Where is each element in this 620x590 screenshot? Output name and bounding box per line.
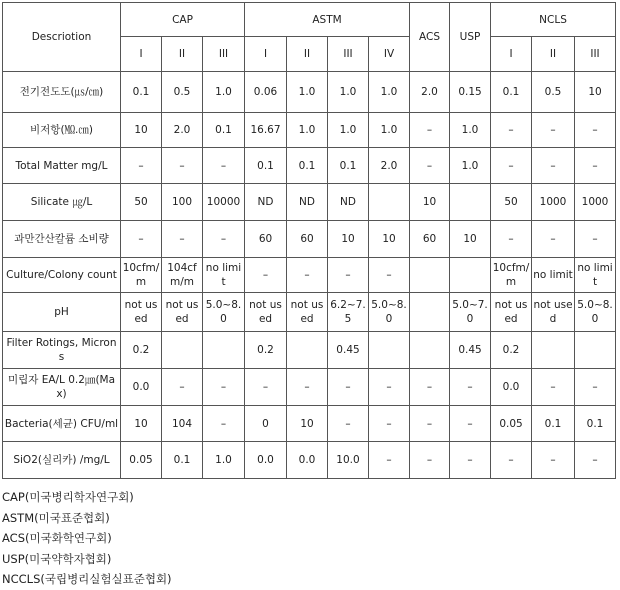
table-cell: 0.2	[121, 332, 162, 369]
table-cell: –	[121, 148, 162, 184]
table-cell: 0.1	[162, 442, 203, 479]
table-cell: 0.45	[328, 332, 369, 369]
table-cell: 0.1	[287, 148, 328, 184]
table-cell	[287, 332, 328, 369]
table-cell: –	[575, 221, 616, 258]
table-cell: –	[203, 148, 245, 184]
table-cell: 6.2~7.5	[328, 293, 369, 332]
table-cell	[162, 332, 203, 369]
table-cell: –	[162, 369, 203, 406]
table-cell: no limit	[203, 258, 245, 293]
table-cell	[203, 332, 245, 369]
table-cell: –	[491, 113, 532, 148]
table-row	[3, 72, 616, 113]
row-label: 미립자 EA/L 0.2㎛(Max)	[3, 369, 121, 406]
table-cell: not used	[491, 293, 532, 332]
table-cell: 10	[369, 221, 410, 258]
table-row	[3, 258, 616, 293]
table-cell: 100	[162, 184, 203, 221]
table-cell: 0.45	[450, 332, 491, 369]
table-cell: 0.05	[491, 406, 532, 442]
table-cell: 1.0	[450, 113, 491, 148]
table-cell: ND	[245, 184, 287, 221]
table-cell: 1.0	[328, 72, 369, 113]
table-cell: 1000	[575, 184, 616, 221]
table-cell: 0.15	[450, 72, 491, 113]
note-cap: CAP(미국병리학자연구회)	[2, 490, 134, 504]
table-cell: 10.0	[328, 442, 369, 479]
table-cell: 10	[575, 72, 616, 113]
table-cell: 0.1	[328, 148, 369, 184]
table-cell: 0.0	[491, 369, 532, 406]
table-cell: –	[532, 113, 575, 148]
table-cell: –	[162, 148, 203, 184]
group-header-acs: ACS	[410, 3, 450, 72]
table-cell: 50	[491, 184, 532, 221]
table-cell: 0.0	[245, 442, 287, 479]
table-cell: –	[203, 221, 245, 258]
table-cell: 60	[410, 221, 450, 258]
table-cell: –	[410, 113, 450, 148]
table-body	[3, 3, 616, 479]
table-cell: –	[410, 148, 450, 184]
row-label: Filter Rotings, Microns	[3, 332, 121, 369]
table-cell: 0.1	[121, 72, 162, 113]
sub-header-astm-2: II	[287, 37, 328, 72]
water-standards-table	[2, 2, 616, 479]
table-row	[3, 113, 616, 148]
table-cell: 0.1	[491, 72, 532, 113]
table-cell	[410, 293, 450, 332]
table-cell: –	[575, 442, 616, 479]
sub-header-cap-3: III	[203, 37, 245, 72]
table-cell	[532, 332, 575, 369]
table-cell	[369, 184, 410, 221]
table-cell: 10	[121, 113, 162, 148]
note-usp: USP(미국약학자협회)	[2, 551, 112, 566]
table-cell: –	[369, 406, 410, 442]
table-cell: –	[575, 148, 616, 184]
sub-header-ncls-2: II	[532, 37, 575, 72]
table-cell: –	[287, 369, 328, 406]
table-cell: not used	[121, 293, 162, 332]
table-cell: 5.0~8.0	[575, 293, 616, 332]
table-cell	[410, 332, 450, 369]
row-label: Bacteria(세균) CFU/ml	[3, 406, 121, 442]
note-nccls: NCCLS(국립병리실험실표준협회)	[2, 572, 172, 586]
table-cell: –	[369, 258, 410, 293]
row-label: Culture/Colony count	[3, 258, 121, 293]
table-cell: –	[491, 148, 532, 184]
table-cell: 2.0	[162, 113, 203, 148]
table-cell	[369, 332, 410, 369]
table-cell: –	[203, 406, 245, 442]
table-cell: 10cfm/m	[121, 258, 162, 293]
table-cell: 5.0~8.0	[369, 293, 410, 332]
table-cell: not used	[162, 293, 203, 332]
table-cell: –	[245, 258, 287, 293]
table-cell: –	[287, 258, 328, 293]
table-cell: no limit	[532, 258, 575, 293]
table-cell: –	[450, 442, 491, 479]
table-cell: –	[532, 369, 575, 406]
row-label: 전기전도도(㎲/㎝)	[3, 72, 121, 113]
table-cell: –	[410, 406, 450, 442]
table-cell: 0.05	[121, 442, 162, 479]
table-cell: 0.06	[245, 72, 287, 113]
group-header-ncls: NCLS	[491, 3, 616, 37]
table-cell: 1.0	[369, 72, 410, 113]
table-cell: –	[203, 369, 245, 406]
table-row	[3, 442, 616, 479]
table-cell: 16.67	[245, 113, 287, 148]
table-cell: 0.0	[121, 369, 162, 406]
group-header-cap: CAP	[121, 3, 245, 37]
table-cell: –	[532, 221, 575, 258]
table-row	[3, 148, 616, 184]
row-label: pH	[3, 293, 121, 332]
table-cell: –	[245, 369, 287, 406]
table-cell: –	[369, 369, 410, 406]
table-cell	[450, 184, 491, 221]
table-cell: 10	[287, 406, 328, 442]
table-cell: –	[121, 221, 162, 258]
sub-header-cap-1: I	[121, 37, 162, 72]
table-cell: –	[575, 113, 616, 148]
table-row	[3, 293, 616, 332]
table-cell: –	[575, 369, 616, 406]
table-cell: 1.0	[369, 113, 410, 148]
table-cell: 0.1	[245, 148, 287, 184]
note-astm: ASTM(미국표준협회)	[2, 510, 110, 525]
table-cell: 1.0	[203, 442, 245, 479]
table-cell: 104	[162, 406, 203, 442]
table-cell: –	[491, 221, 532, 258]
table-cell: no limit	[575, 258, 616, 293]
table-cell	[410, 258, 450, 293]
table-cell: 0.5	[162, 72, 203, 113]
table-cell: ND	[287, 184, 328, 221]
table-cell: –	[328, 258, 369, 293]
table-cell: 10	[410, 184, 450, 221]
table-cell: 0.1	[532, 406, 575, 442]
abbreviation-notes	[2, 487, 172, 590]
sub-header-astm-1: I	[245, 37, 287, 72]
table-cell: 0.5	[532, 72, 575, 113]
table-cell: 5.0~8.0	[203, 293, 245, 332]
table-cell: 1.0	[287, 72, 328, 113]
table-cell: not used	[287, 293, 328, 332]
table-cell: 10000	[203, 184, 245, 221]
sub-header-ncls-1: I	[491, 37, 532, 72]
group-header-usp: USP	[450, 3, 491, 72]
table-cell: 104cfm/m	[162, 258, 203, 293]
row-label: Total Matter mg/L	[3, 148, 121, 184]
table-cell: 50	[121, 184, 162, 221]
table-cell: 1000	[532, 184, 575, 221]
table-cell: 60	[245, 221, 287, 258]
row-label: Silicate ㎍/L	[3, 184, 121, 221]
table-cell: –	[450, 406, 491, 442]
table-row	[3, 406, 616, 442]
table-cell: –	[369, 442, 410, 479]
sub-header-astm-4: IV	[369, 37, 410, 72]
table-cell: 1.0	[328, 113, 369, 148]
table-cell: 5.0~7.0	[450, 293, 491, 332]
table-cell: 0.2	[245, 332, 287, 369]
table-row	[3, 332, 616, 369]
table-row	[3, 369, 616, 406]
table-cell: –	[410, 442, 450, 479]
table-cell: –	[328, 369, 369, 406]
table-cell: 1.0	[203, 72, 245, 113]
group-header-astm: ASTM	[245, 3, 410, 37]
table-cell: 0.1	[575, 406, 616, 442]
table-cell: 2.0	[369, 148, 410, 184]
table-cell: ND	[328, 184, 369, 221]
table-cell	[450, 258, 491, 293]
table-cell: 2.0	[410, 72, 450, 113]
table-cell: –	[532, 442, 575, 479]
table-cell	[575, 332, 616, 369]
sub-header-cap-2: II	[162, 37, 203, 72]
description-header: Descriotion	[3, 3, 121, 72]
row-label: 과만간산칼륨 소비량	[3, 221, 121, 258]
note-acs: ACS(미국화학연구회)	[2, 531, 112, 545]
sub-header-astm-3: III	[328, 37, 369, 72]
table-cell: 1.0	[287, 113, 328, 148]
table-cell: –	[410, 369, 450, 406]
table-cell: 10	[328, 221, 369, 258]
table-cell: –	[491, 442, 532, 479]
table-cell: not used	[245, 293, 287, 332]
table-cell: 0	[245, 406, 287, 442]
table-cell: 10cfm/m	[491, 258, 532, 293]
table-cell: 0.0	[287, 442, 328, 479]
table-cell: –	[328, 406, 369, 442]
table-cell: 60	[287, 221, 328, 258]
row-label: 비저항(㏁.㎝)	[3, 113, 121, 148]
table-cell: –	[532, 148, 575, 184]
table-cell: not used	[532, 293, 575, 332]
table-cell: 10	[121, 406, 162, 442]
table-cell: 0.2	[491, 332, 532, 369]
table-row	[3, 184, 616, 221]
table-cell: 0.1	[203, 113, 245, 148]
table-cell: 10	[450, 221, 491, 258]
table-cell: –	[162, 221, 203, 258]
table-cell: 1.0	[450, 148, 491, 184]
table-row	[3, 221, 616, 258]
header-row-groups	[3, 3, 616, 37]
sub-header-ncls-3: III	[575, 37, 616, 72]
table-cell: –	[450, 369, 491, 406]
row-label: SiO2(실리카) /mg/L	[3, 442, 121, 479]
